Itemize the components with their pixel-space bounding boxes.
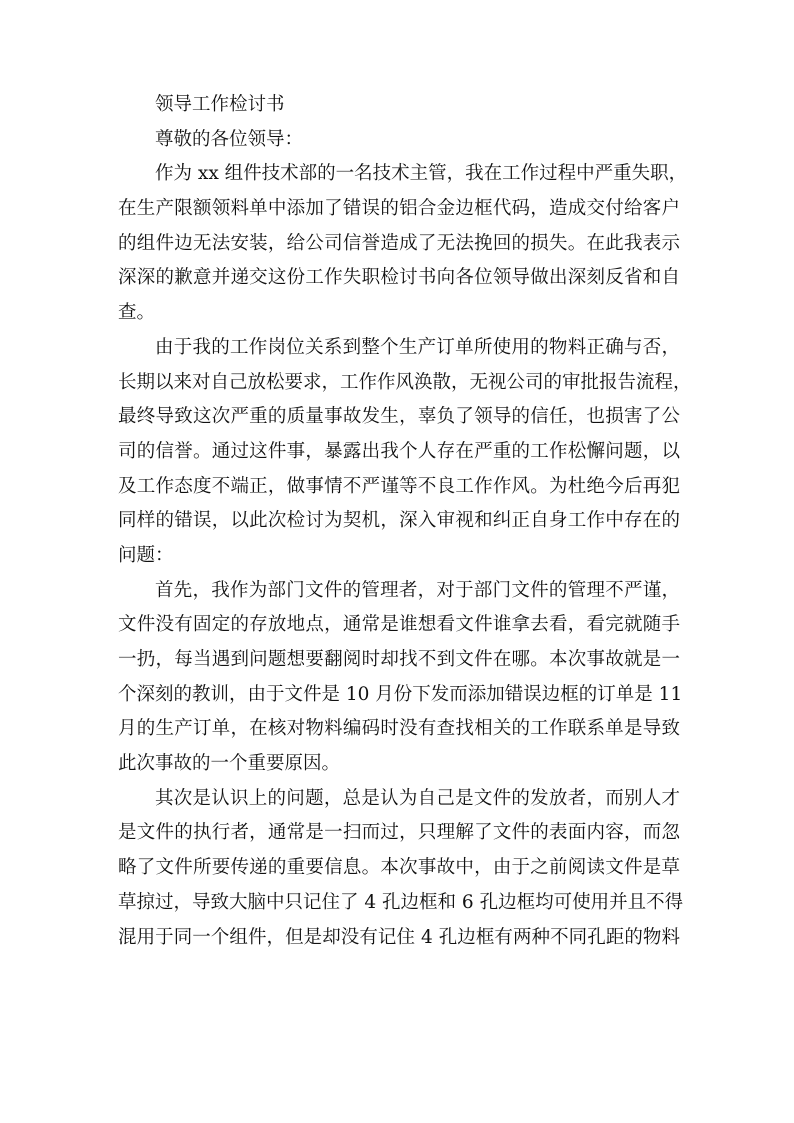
paragraph-line: 查。 [118,302,156,324]
paragraph-line: 深深的歉意并递交这份工作失职检讨书向各位领导做出深刻反省和自 [118,267,680,289]
paragraph-line: 司的信誉。通过这件事，暴露出我个人存在严重的工作松懈问题，以 [118,440,680,462]
paragraph-line: 问题： [118,544,174,566]
paragraph-line: 月的生产订单，在核对物料编码时没有查找相关的工作联系单是导致 [118,718,680,740]
paragraph-line: 在生产限额领料单中添加了错误的铝合金边框代码，造成交付给客户 [118,198,680,220]
paragraph-line: 草掠过，导致大脑中只记住了 4 孔边框和 6 孔边框均可使用并且不得 [118,891,684,913]
paragraph-line: 最终导致这次严重的质量事故发生，辜负了领导的信任，也损害了公 [118,406,680,428]
paragraph-3 [118,574,683,782]
paragraph-2 [118,331,692,574]
paragraph-line: 同样的错误，以此次检讨为契机，深入审视和纠正自身工作中存在的 [118,510,680,532]
paragraph-line: 及工作态度不端正，做事情不严谨等不良工作作风。为杜绝今后再犯 [118,475,680,497]
paragraph-line: 首先，我作为部门文件的管理者，对于部门文件的管理不严谨， [155,579,680,601]
paragraph-line: 此次事故的一个重要原因。 [118,753,341,775]
paragraph-line: 个深刻的教训，由于文件是 10 月份下发而添加错误边框的订单是 11 [118,683,683,705]
paragraph-line: 的组件边无法安装，给公司信誉造成了无法挽回的损失。在此我表示 [118,232,680,254]
paragraph-1 [118,157,688,330]
paragraph-line: 其次是认识上的问题，总是认为自己是文件的发放者，而别人才 [155,787,680,809]
paragraph-4 [118,782,684,955]
document-page [118,88,692,955]
paragraph-line: 一扔，每当遇到问题想要翻阅时却找不到文件在哪。本次事故就是一 [118,649,680,670]
salutation: 尊敬的各位领导： [155,128,304,150]
paragraph-line: 混用于同一个组件，但是却没有记住 4 孔边框有两种不同孔距的物料 [118,926,680,948]
paragraph-line: 文件没有固定的存放地点，通常是谁想看文件谁拿去看，看完就随手 [118,614,680,636]
paragraph-line: 作为 xx 组件技术部的一名技术主管，我在工作过程中严重失职， [155,163,688,185]
document-title: 领导工作检讨书 [155,94,285,115]
paragraph-line: 略了文件所要传递的重要信息。本次事故中，由于之前阅读文件是草 [118,857,680,879]
paragraph-line: 长期以来对自己放松要求，工作作风涣散，无视公司的审批报告流程， [118,371,692,393]
paragraph-line: 是文件的执行者，通常是一扫而过，只理解了文件的表面内容，而忽 [118,822,680,844]
paragraph-line: 由于我的工作岗位关系到整个生产订单所使用的物料正确与否， [155,336,680,358]
